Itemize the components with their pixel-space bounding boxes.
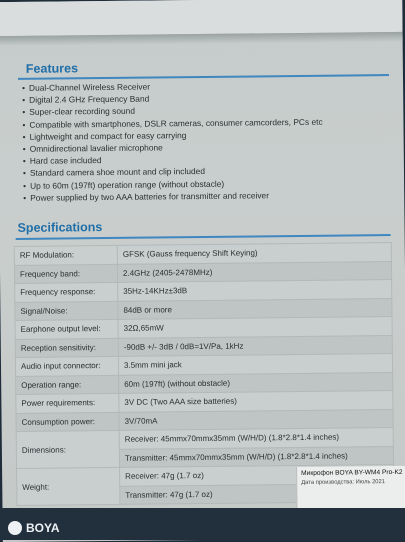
feature-item: • Standard camera shoe mount and clip included [23,164,323,179]
spec-label: Power requirements: [16,393,119,413]
spec-value: 3V/70mA [119,409,393,430]
specifications-rule [16,234,391,239]
spec-value: 32Ω,65mW [118,317,392,338]
feature-item: • Digital 2.4 GHz Frequency Band [22,91,322,106]
spec-value: 2.4GHz (2405-2478MHz) [117,261,391,282]
feature-item: • Super-clear recording sound [22,103,322,118]
spec-value: Transmitter: 45mmx70mmx35mm (W/H/D) (1.8*2.8*1.4 inches) [119,446,393,467]
box-bottom [0,508,405,540]
spec-label: Operation range: [16,375,119,395]
spec-value: Receiver: 45mmx70mmx35mm (W/H/D) (1.8*2.8*1.4 inches) [119,428,393,449]
spec-label: Dimensions: [16,430,119,468]
specifications-heading: Specifications [17,220,103,235]
feature-item: • Omnidirectional lavalier microphone [23,140,323,155]
spec-value: 84dB or more [118,298,392,319]
spec-value: 3.5mm mini jack [118,354,392,375]
feature-item: • Lightweight and compact for easy carrying [23,128,323,143]
spec-label: Frequency response: [15,282,118,302]
spec-value: -90dB +/- 3dB / 0dB=1V/Pa, 1kHz [118,335,392,356]
boya-logo-icon [8,521,22,535]
spec-value: Transmitter: 47g (1.7 oz) [120,483,394,504]
feature-item: • Up to 60m (197ft) operation range (without obstacle) [23,176,323,191]
feature-item: • Dual-Channel Wireless Receiver [22,79,322,94]
brand-logo [8,521,60,535]
feature-item: • Hard case included [23,152,323,167]
spec-label: RF Modulation: [14,245,117,265]
sticker-title: Микрофон BOYA BY-WM4 Pro-K2 [301,468,403,477]
spec-value: Receiver: 47g (1.7 oz) [120,465,394,486]
features-list [22,79,323,204]
spec-value: GFSK (Gauss frequency Shift Keying) [117,243,391,264]
feature-item: • Power supplied by two AAA batteries for transmitter and receiver [23,189,323,204]
brand-name: BOYA [26,521,60,535]
features-heading: Features [25,61,79,76]
sticker-date: Дата производства: Июль 2021 [301,479,385,486]
spec-label: Earphone output level: [15,319,118,339]
spec-value: 3V DC (Two AAA size batteries) [119,391,393,412]
spec-value: 60m (197ft) (without obstacle) [119,372,393,393]
spec-label: Weight: [17,467,120,505]
spec-label: Audio input connector: [15,356,118,376]
spec-label: Reception sensitivity: [15,338,118,358]
spec-label: Frequency band: [14,264,117,284]
feature-item: • Compatible with smartphones, DSLR cameras, consumer camcorders, PCs etc [22,115,322,130]
spec-value: 35Hz-14KHz±3dB [118,280,392,301]
spec-label: Signal/Noise: [15,301,118,321]
spec-label: Consumption power: [16,412,119,432]
